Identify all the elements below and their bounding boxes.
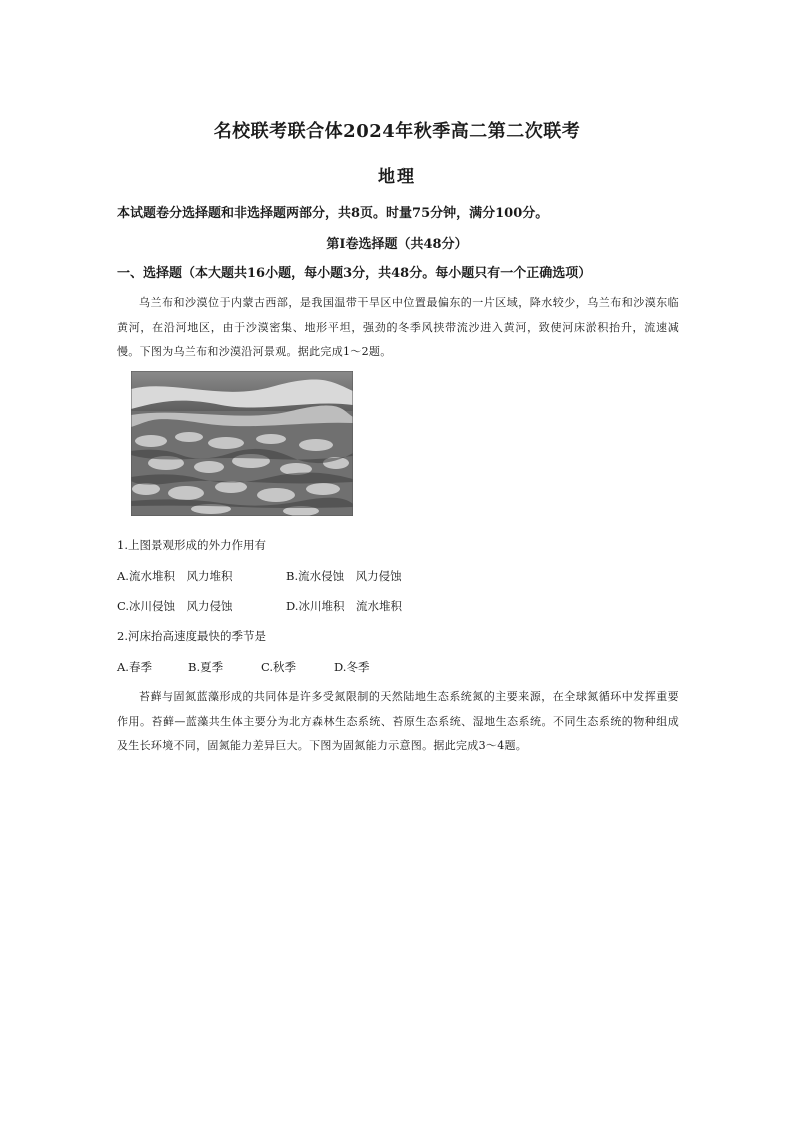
desert-river-photo — [131, 371, 353, 516]
question-1-option-a[interactable]: A.流水堆积 风力堆积 — [117, 569, 233, 583]
reading-passage-2: 苔藓与固氮蓝藻形成的共同体是许多受氮限制的天然陆地生态系统氮的主要来源，在全球氮循环中发挥重要作用。苔藓—蓝藻共生体主要分为北方森林生态系统、苔原生态系统、湿地生态系统。不同生态系统的物种组成及生长环境不同，固氮能力差异巨大。下图为固氮能力示意图。据此完成3～4题。 — [117, 690, 679, 752]
question-1-option-c[interactable]: C.冰川侵蚀 风力侵蚀 — [117, 599, 233, 613]
question-2-option-c[interactable]: C.秋季 — [261, 660, 297, 674]
part-title: 一、选择题（本大题共16小题，每小题3分，共48分。每小题只有一个正确选项） — [117, 266, 592, 281]
question-1-option-d[interactable]: D.冰川堆积 流水堆积 — [286, 599, 402, 613]
section-title: 第Ⅰ卷选择题（共48分） — [326, 237, 468, 252]
subject-title: 地理 — [378, 167, 416, 187]
question-1-stem: 1.上图景观形成的外力作用有 — [117, 538, 266, 552]
exam-title: 名校联考联合体2024年秋季高二第二次联考 — [213, 121, 581, 142]
question-1-option-b[interactable]: B.流水侵蚀 风力侵蚀 — [286, 569, 402, 583]
question-2-option-b[interactable]: B.夏季 — [188, 660, 224, 674]
reading-passage-1: 乌兰布和沙漠位于内蒙古西部，是我国温带干旱区中位置最偏东的一片区域，降水较少，乌兰布和沙漠东临黄河，在沿河地区，由于沙漠密集、地形平坦，强劲的冬季风挟带流沙进入黄河，致使河床淤积抬升，流速减慢。下图为乌兰布和沙漠沿河景观。据此完成1～2题。 — [117, 296, 679, 358]
question-2-stem: 2.河床抬高速度最快的季节是 — [117, 629, 266, 643]
exam-instructions: 本试题卷分选择题和非选择题两部分，共8页。时量75分钟，满分100分。 — [117, 206, 549, 221]
question-2-option-d[interactable]: D.冬季 — [334, 660, 370, 674]
question-2-option-a[interactable]: A.春季 — [117, 660, 152, 674]
